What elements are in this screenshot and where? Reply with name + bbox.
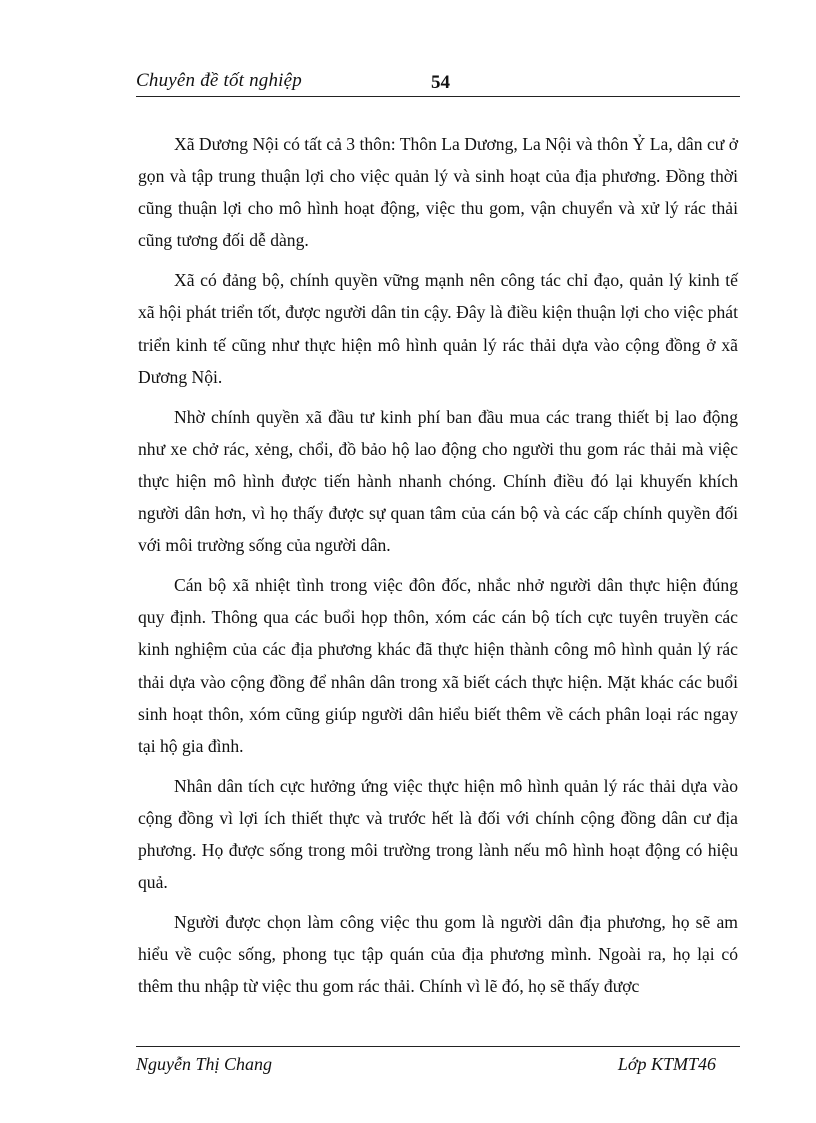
header-title: Chuyên đề tốt nghiệp [136, 70, 302, 91]
paragraph-3: Nhờ chính quyền xã đầu tư kinh phí ban đầu mua các trang thiết bị lao động như xe chở rác, xẻng, chổi, đồ bảo hộ lao động cho người thu gom rác thải mà việc thực hiện mô hình được tiến hành nhanh chóng. Chính điều đó lại khuyến khích người dân hơn, vì họ thấy được sự quan tâm của cán bộ và các cấp chính quyền đối với môi trường sống của người dân. [138, 406, 738, 556]
paragraph-6: Người được chọn làm công việc thu gom là người dân địa phương, họ sẽ am hiểu về cuộc sống, phong tục tập quán của địa phương mình. Ngoài ra, họ lại có thêm thu nhập từ việc thu gom rác thải. Chính vì lẽ đó, họ sẽ thấy được [138, 912, 738, 997]
footer-divider [136, 1046, 740, 1047]
page-header [136, 68, 740, 98]
paragraph-1: Xã Dương Nội có tất cả 3 thôn: Thôn La Dương, La Nội và thôn Ỷ La, dân cư ở gọn và tập trung thuận lợi cho việc quản lý và sinh hoạt của địa phương. Đồng thời cũng thuận lợi cho mô hình hoạt động, việc thu gom, vận chuyển và xử lý rác thải cũng tương đối dễ dàng. [138, 134, 738, 251]
paragraph-4: Cán bộ xã nhiệt tình trong việc đôn đốc, nhắc nhở người dân thực hiện đúng quy định. Thông qua các buổi họp thôn, xóm các cán bộ tích cực tuyên truyền các kinh nghiệm của các địa phương khác đã thực hiện thành công mô hình quản lý rác thải dựa vào cộng đồng để nhân dân trong xã biết cách thực hiện. Mặt khác các buổi sinh hoạt thôn, xóm cũng giúp người dân hiểu biết thêm về cách phân loại rác ngay tại hộ gia đình. [138, 575, 738, 756]
header-divider [136, 96, 740, 97]
paragraph-2: Xã có đảng bộ, chính quyền vững mạnh nên công tác chỉ đạo, quản lý kinh tế xã hội phát triển tốt, được người dân tin cậy. Đây là điều kiện thuận lợi cho việc phát triển kinh tế cũng như thực hiện mô hình quản lý rác thải dựa vào cộng đồng ở xã Dương Nội. [138, 270, 738, 387]
footer-author: Nguyễn Thị Chang [136, 1054, 273, 1074]
body-text [138, 128, 738, 1010]
footer-class: Lớp KTMT46 [617, 1054, 716, 1074]
page-number: 54 [431, 72, 450, 93]
paragraph-5: Nhân dân tích cực hưởng ứng việc thực hiện mô hình quản lý rác thải dựa vào cộng đồng vì lợi ích thiết thực và trước hết là đối với chính cộng đồng dân cư địa phương. Họ được sống trong môi trường trong lành nếu mô hình hoạt động có hiệu quả. [138, 775, 738, 893]
